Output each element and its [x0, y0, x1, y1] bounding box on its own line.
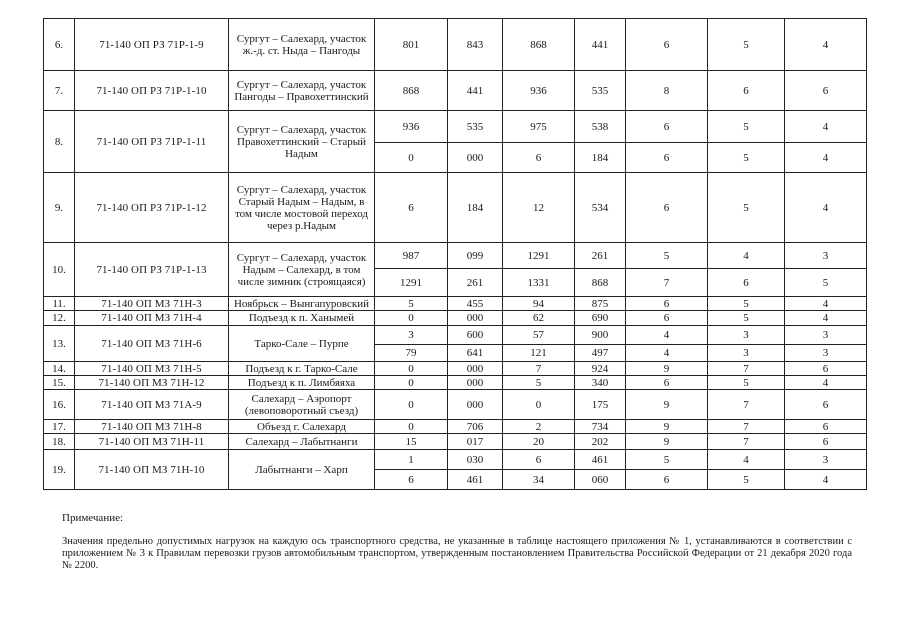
value-cell: 3	[708, 345, 785, 362]
row-number: 12.	[44, 311, 75, 326]
road-code: 71-140 ОП МЗ 71Н-8	[75, 420, 229, 434]
value-cell: 0	[375, 362, 448, 376]
value-cell: 017	[448, 434, 503, 450]
value-cell: 62	[503, 311, 575, 326]
value-cell: 4	[626, 345, 708, 362]
value-cell: 0	[375, 311, 448, 326]
table-row	[44, 311, 867, 326]
table-body	[44, 19, 867, 490]
value-cell: 6	[785, 390, 867, 420]
table-row	[44, 297, 867, 311]
value-cell: 0	[375, 376, 448, 390]
value-cell: 0	[375, 420, 448, 434]
value-cell: 4	[785, 311, 867, 326]
value-cell: 7	[708, 420, 785, 434]
value-cell: 9	[626, 434, 708, 450]
value-cell: 5	[626, 243, 708, 269]
row-number: 18.	[44, 434, 75, 450]
value-cell: 4	[708, 243, 785, 269]
value-cell: 461	[448, 470, 503, 490]
value-cell: 6	[503, 143, 575, 173]
value-cell: 6	[708, 71, 785, 111]
row-number: 15.	[44, 376, 75, 390]
value-cell: 6	[626, 19, 708, 71]
value-cell: 0	[375, 143, 448, 173]
value-cell: 6	[626, 111, 708, 143]
value-cell: 099	[448, 243, 503, 269]
value-cell: 461	[575, 450, 626, 470]
road-name: Тарко-Сале – Пурпе	[229, 326, 375, 362]
value-cell: 1331	[503, 269, 575, 297]
value-cell: 538	[575, 111, 626, 143]
value-cell: 000	[448, 362, 503, 376]
road-code: 71-140 ОП РЗ 71Р-1-10	[75, 71, 229, 111]
road-name: Салехард – Аэропорт (левоповоротный съезд)	[229, 390, 375, 420]
value-cell: 868	[575, 269, 626, 297]
road-code: 71-140 ОП МЗ 71Н-5	[75, 362, 229, 376]
value-cell: 706	[448, 420, 503, 434]
value-cell: 20	[503, 434, 575, 450]
row-number: 16.	[44, 390, 75, 420]
value-cell: 12	[503, 173, 575, 243]
value-cell: 4	[785, 143, 867, 173]
value-cell: 261	[575, 243, 626, 269]
value-cell: 936	[375, 111, 448, 143]
value-cell: 441	[575, 19, 626, 71]
value-cell: 5	[626, 450, 708, 470]
value-cell: 175	[575, 390, 626, 420]
value-cell: 441	[448, 71, 503, 111]
value-cell: 34	[503, 470, 575, 490]
value-cell: 3	[708, 326, 785, 345]
value-cell: 6	[785, 420, 867, 434]
value-cell: 3	[375, 326, 448, 345]
value-cell: 4	[626, 326, 708, 345]
table-row	[44, 326, 867, 345]
value-cell: 641	[448, 345, 503, 362]
value-cell: 94	[503, 297, 575, 311]
value-cell: 000	[448, 376, 503, 390]
value-cell: 261	[448, 269, 503, 297]
value-cell: 4	[785, 19, 867, 71]
road-name: Сургут – Салехард, участок Пангоды – Правохеттинский	[229, 71, 375, 111]
road-name: Сургут – Салехард, участок Старый Надым – Надым, в том числе мостовой переход через р.Надым	[229, 173, 375, 243]
value-cell: 900	[575, 326, 626, 345]
road-code: 71-140 ОП МЗ 71Н-6	[75, 326, 229, 362]
value-cell: 5	[708, 311, 785, 326]
value-cell: 184	[448, 173, 503, 243]
row-number: 13.	[44, 326, 75, 362]
value-cell: 6	[785, 434, 867, 450]
table-row	[44, 71, 867, 111]
value-cell: 030	[448, 450, 503, 470]
value-cell: 734	[575, 420, 626, 434]
value-cell: 5	[708, 297, 785, 311]
value-cell: 600	[448, 326, 503, 345]
table-row	[44, 173, 867, 243]
value-cell: 340	[575, 376, 626, 390]
value-cell: 6	[626, 311, 708, 326]
table-row	[44, 390, 867, 420]
road-code: 71-140 ОП МЗ 71Н-10	[75, 450, 229, 490]
road-code: 71-140 ОП МЗ 71А-9	[75, 390, 229, 420]
row-number: 19.	[44, 450, 75, 490]
value-cell: 987	[375, 243, 448, 269]
table-row	[44, 420, 867, 434]
value-cell: 7	[708, 390, 785, 420]
row-number: 6.	[44, 19, 75, 71]
value-cell: 3	[785, 450, 867, 470]
value-cell: 2	[503, 420, 575, 434]
value-cell: 7	[708, 434, 785, 450]
value-cell: 3	[785, 243, 867, 269]
value-cell: 4	[785, 111, 867, 143]
value-cell: 6	[626, 470, 708, 490]
value-cell: 5	[708, 470, 785, 490]
value-cell: 4	[785, 376, 867, 390]
row-number: 9.	[44, 173, 75, 243]
table-row	[44, 450, 867, 470]
road-code: 71-140 ОП МЗ 71Н-4	[75, 311, 229, 326]
value-cell: 6	[626, 297, 708, 311]
value-cell: 924	[575, 362, 626, 376]
value-cell: 868	[503, 19, 575, 71]
road-name: Сургут – Салехард, участок ж.-д. ст. Ныда – Пангоды	[229, 19, 375, 71]
value-cell: 975	[503, 111, 575, 143]
value-cell: 5	[708, 19, 785, 71]
value-cell: 535	[575, 71, 626, 111]
value-cell: 1	[375, 450, 448, 470]
table-row	[44, 111, 867, 143]
road-name: Подъезд к г. Тарко-Сале	[229, 362, 375, 376]
value-cell: 9	[626, 362, 708, 376]
value-cell: 9	[626, 420, 708, 434]
road-load-table	[43, 18, 867, 490]
value-cell: 15	[375, 434, 448, 450]
value-cell: 5	[708, 143, 785, 173]
value-cell: 4	[785, 470, 867, 490]
value-cell: 1291	[375, 269, 448, 297]
road-name: Лабытнанги – Харп	[229, 450, 375, 490]
value-cell: 7	[708, 362, 785, 376]
value-cell: 5	[708, 173, 785, 243]
value-cell: 6	[626, 376, 708, 390]
table-row	[44, 376, 867, 390]
value-cell: 6	[626, 173, 708, 243]
value-cell: 8	[626, 71, 708, 111]
row-number: 14.	[44, 362, 75, 376]
table-row	[44, 434, 867, 450]
value-cell: 5	[785, 269, 867, 297]
road-code: 71-140 ОП РЗ 71Р-1-12	[75, 173, 229, 243]
value-cell: 9	[626, 390, 708, 420]
row-number: 11.	[44, 297, 75, 311]
table-row	[44, 19, 867, 71]
value-cell: 1291	[503, 243, 575, 269]
road-name: Сургут – Салехард, участок Правохеттинский – Старый Надым	[229, 111, 375, 173]
value-cell: 690	[575, 311, 626, 326]
value-cell: 4	[708, 450, 785, 470]
value-cell: 6	[785, 71, 867, 111]
value-cell: 0	[375, 390, 448, 420]
value-cell: 7	[626, 269, 708, 297]
value-cell: 497	[575, 345, 626, 362]
value-cell: 000	[448, 390, 503, 420]
value-cell: 4	[785, 297, 867, 311]
value-cell: 000	[448, 143, 503, 173]
note-title: Примечание:	[62, 512, 124, 524]
road-name: Салехард – Лабытнанги	[229, 434, 375, 450]
value-cell: 936	[503, 71, 575, 111]
road-name: Объезд г. Салехард	[229, 420, 375, 434]
value-cell: 868	[375, 71, 448, 111]
road-code: 71-140 ОП МЗ 71Н-12	[75, 376, 229, 390]
value-cell: 5	[708, 111, 785, 143]
value-cell: 801	[375, 19, 448, 71]
value-cell: 843	[448, 19, 503, 71]
value-cell: 6	[503, 450, 575, 470]
value-cell: 535	[448, 111, 503, 143]
value-cell: 6	[626, 143, 708, 173]
road-name: Подъезд к п. Ханымей	[229, 311, 375, 326]
value-cell: 5	[375, 297, 448, 311]
value-cell: 79	[375, 345, 448, 362]
value-cell: 6	[785, 362, 867, 376]
value-cell: 121	[503, 345, 575, 362]
value-cell: 6	[375, 470, 448, 490]
value-cell: 57	[503, 326, 575, 345]
row-number: 7.	[44, 71, 75, 111]
table-row	[44, 362, 867, 376]
value-cell: 000	[448, 311, 503, 326]
row-number: 8.	[44, 111, 75, 173]
value-cell: 5	[708, 376, 785, 390]
value-cell: 060	[575, 470, 626, 490]
road-name: Сургут – Салехард, участок Надым – Салехард, в том числе зимник (строящаяся)	[229, 243, 375, 297]
value-cell: 184	[575, 143, 626, 173]
value-cell: 0	[503, 390, 575, 420]
road-name: Ноябрьск – Вынгапуровский	[229, 297, 375, 311]
value-cell: 534	[575, 173, 626, 243]
road-code: 71-140 ОП РЗ 71Р-1-11	[75, 111, 229, 173]
value-cell: 7	[503, 362, 575, 376]
row-number: 17.	[44, 420, 75, 434]
value-cell: 5	[503, 376, 575, 390]
value-cell: 455	[448, 297, 503, 311]
value-cell: 3	[785, 326, 867, 345]
value-cell: 3	[785, 345, 867, 362]
road-code: 71-140 ОП РЗ 71Р-1-9	[75, 19, 229, 71]
road-code: 71-140 ОП МЗ 71Н-11	[75, 434, 229, 450]
row-number: 10.	[44, 243, 75, 297]
table-row	[44, 243, 867, 269]
value-cell: 875	[575, 297, 626, 311]
note-text: Значения предельно допустимых нагрузок на каждую ось транспортного средства, не указанные в таблице настоящего приложения № 1, устанавливаются в соответствии с приложением № 3 к Правилам перевозки грузов автомобильным транспортом, утвержденным постановлением Правительства Российской Федерации от 21 декабря 2020 года № 2200.	[62, 536, 852, 571]
value-cell: 6	[708, 269, 785, 297]
road-code: 71-140 ОП МЗ 71Н-3	[75, 297, 229, 311]
value-cell: 6	[375, 173, 448, 243]
value-cell: 202	[575, 434, 626, 450]
road-code: 71-140 ОП РЗ 71Р-1-13	[75, 243, 229, 297]
value-cell: 4	[785, 173, 867, 243]
road-name: Подъезд к п. Лимбяяха	[229, 376, 375, 390]
